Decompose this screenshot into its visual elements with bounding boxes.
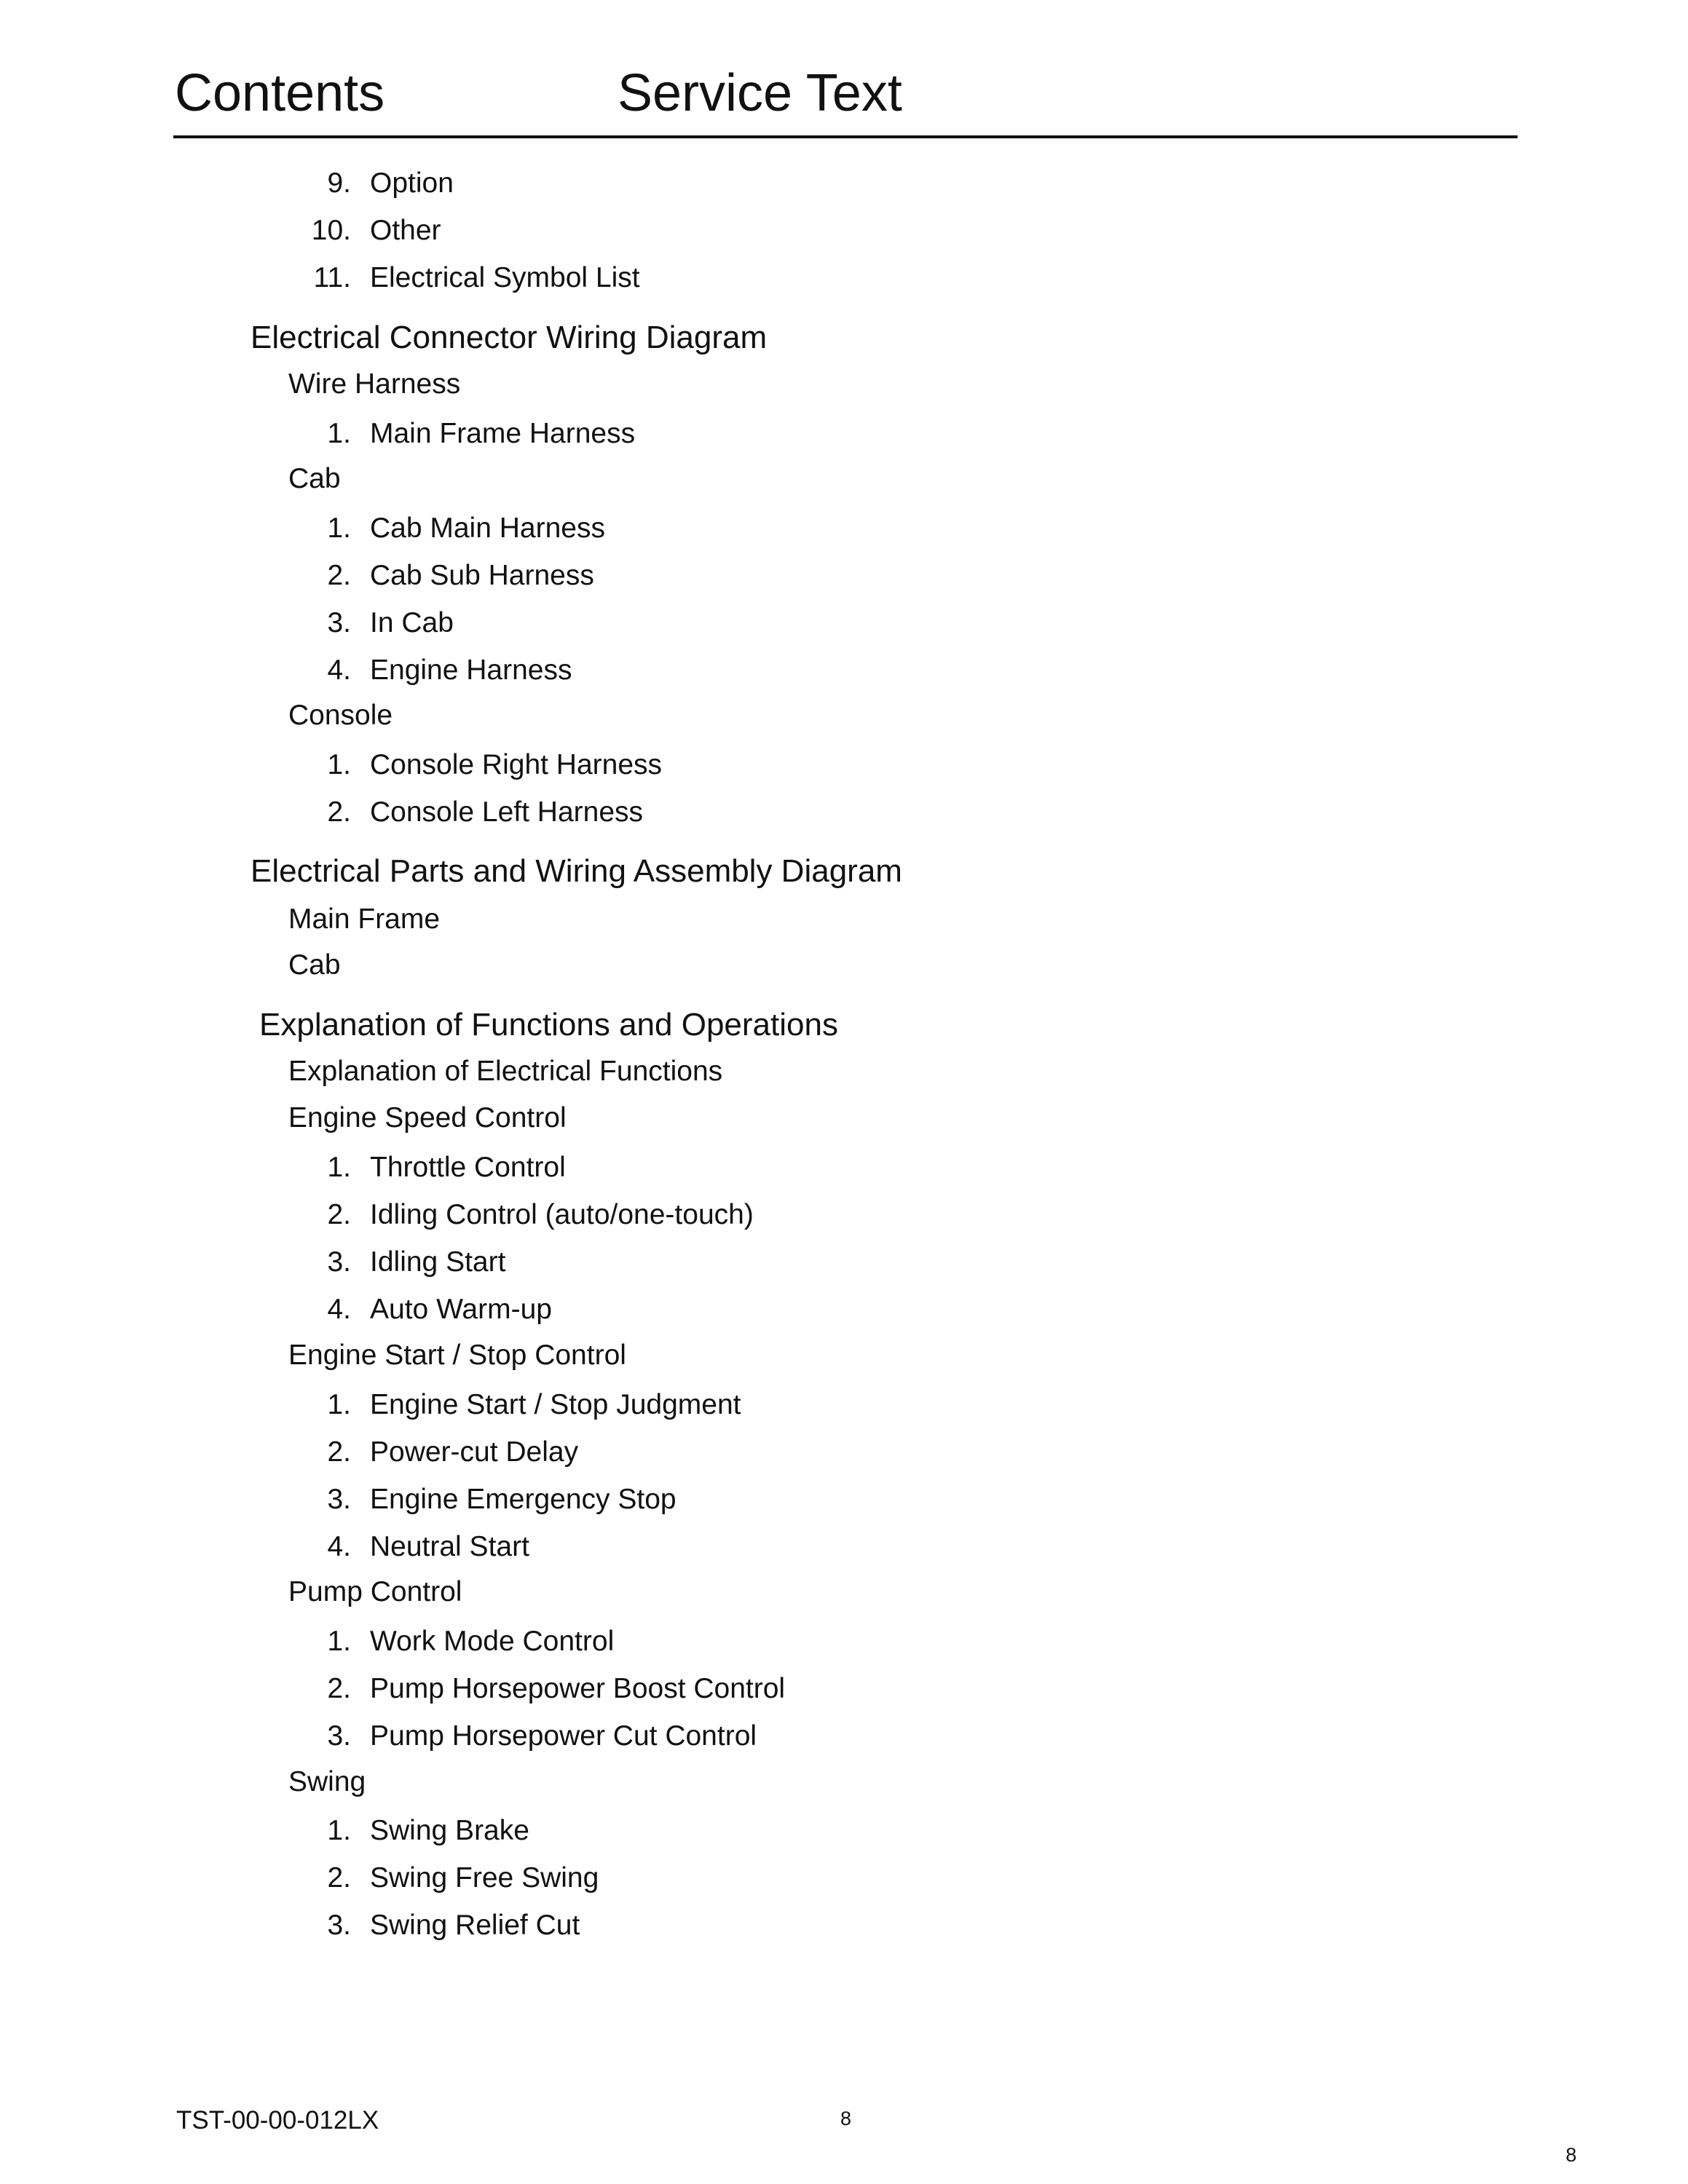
service-text-title: Service Text: [618, 64, 902, 122]
toc-item-number: 11.: [313, 262, 351, 293]
toc-item-number: 1.: [327, 1626, 351, 1657]
toc-item-label: Idling Control (auto/one-touch): [370, 1199, 754, 1230]
toc-item-number: 1.: [327, 418, 351, 449]
toc-item-label: Power-cut Delay: [370, 1436, 579, 1468]
toc-subsection-heading[interactable]: Swing: [288, 1766, 366, 1797]
toc-item-number: 2.: [327, 560, 351, 591]
toc-item-label: Option: [370, 167, 454, 199]
toc-subsection-heading[interactable]: Wire Harness: [288, 368, 461, 400]
toc-item-number: 3.: [327, 1720, 351, 1752]
toc-section-heading[interactable]: Explanation of Functions and Operations: [259, 1007, 838, 1042]
toc-item-number: 1.: [327, 749, 351, 780]
toc-item-number: 2.: [327, 1199, 351, 1230]
contents-title: Contents: [175, 64, 385, 122]
toc-subsection-heading[interactable]: Cab: [288, 949, 341, 981]
toc-item-label: Electrical Symbol List: [370, 262, 640, 293]
page-number-center: 8: [840, 2108, 852, 2129]
toc-item-label: Engine Emergency Stop: [370, 1484, 677, 1515]
toc-item-label: Swing Free Swing: [370, 1862, 599, 1894]
toc-item-number: 4.: [327, 1294, 351, 1325]
toc-item-label: Pump Horsepower Cut Control: [370, 1720, 757, 1752]
toc-item-label: Engine Start / Stop Judgment: [370, 1389, 741, 1420]
toc-item-number: 1.: [327, 1815, 351, 1846]
toc-item-number: 1.: [327, 1152, 351, 1183]
toc-item-number: 2.: [327, 796, 351, 828]
toc-subsection-heading[interactable]: Pump Control: [288, 1576, 462, 1607]
toc-item-number: 3.: [327, 1246, 351, 1278]
toc-item-number: 1.: [327, 513, 351, 544]
toc-subsection-heading[interactable]: Cab: [288, 463, 341, 494]
toc-item-label: Pump Horsepower Boost Control: [370, 1673, 786, 1704]
toc-item-number: 2.: [327, 1862, 351, 1894]
page-number-right: 8: [1566, 2144, 1577, 2166]
toc-item-label: Console Right Harness: [370, 749, 663, 780]
toc-section-heading[interactable]: Electrical Parts and Wiring Assembly Diagram: [251, 853, 902, 889]
toc-item-label: Other: [370, 215, 441, 246]
toc-section-heading[interactable]: Electrical Connector Wiring Diagram: [251, 320, 768, 355]
toc-item-label: Cab Sub Harness: [370, 560, 594, 591]
toc-subsection-heading[interactable]: Explanation of Electrical Functions: [288, 1056, 723, 1087]
toc-item-label: Idling Start: [370, 1246, 506, 1278]
toc-item-number: 10.: [311, 215, 351, 246]
toc-item-label: In Cab: [370, 607, 454, 638]
toc-item-number: 9.: [327, 167, 351, 199]
toc-subsection-heading[interactable]: Engine Start / Stop Control: [288, 1340, 626, 1371]
toc-item-number: 4.: [327, 654, 351, 686]
toc-item-label: Auto Warm-up: [370, 1294, 552, 1325]
toc-item-number: 3.: [327, 1484, 351, 1515]
toc-item-number: 4.: [327, 1531, 351, 1562]
document-code: TST-00-00-012LX: [176, 2106, 379, 2134]
toc-item-label: Throttle Control: [370, 1152, 566, 1183]
toc-item-label: Work Mode Control: [370, 1626, 615, 1657]
toc-subsection-heading[interactable]: Main Frame: [288, 903, 441, 935]
toc-item-label: Cab Main Harness: [370, 513, 605, 544]
toc-item-number: 2.: [327, 1436, 351, 1468]
toc-item-label: Console Left Harness: [370, 796, 644, 828]
toc-item-label: Main Frame Harness: [370, 418, 636, 449]
header-divider: [173, 135, 1518, 138]
toc-item-label: Engine Harness: [370, 654, 572, 686]
toc-item-number: 3.: [327, 1910, 351, 1941]
toc-subsection-heading[interactable]: Engine Speed Control: [288, 1102, 567, 1133]
toc-subsection-heading[interactable]: Console: [288, 700, 393, 731]
toc-item-label: Swing Brake: [370, 1815, 529, 1846]
toc-item-number: 3.: [327, 607, 351, 638]
toc-item-number: 2.: [327, 1673, 351, 1704]
toc-item-label: Swing Relief Cut: [370, 1910, 580, 1941]
toc-item-number: 1.: [327, 1389, 351, 1420]
toc-item-label: Neutral Start: [370, 1531, 529, 1562]
